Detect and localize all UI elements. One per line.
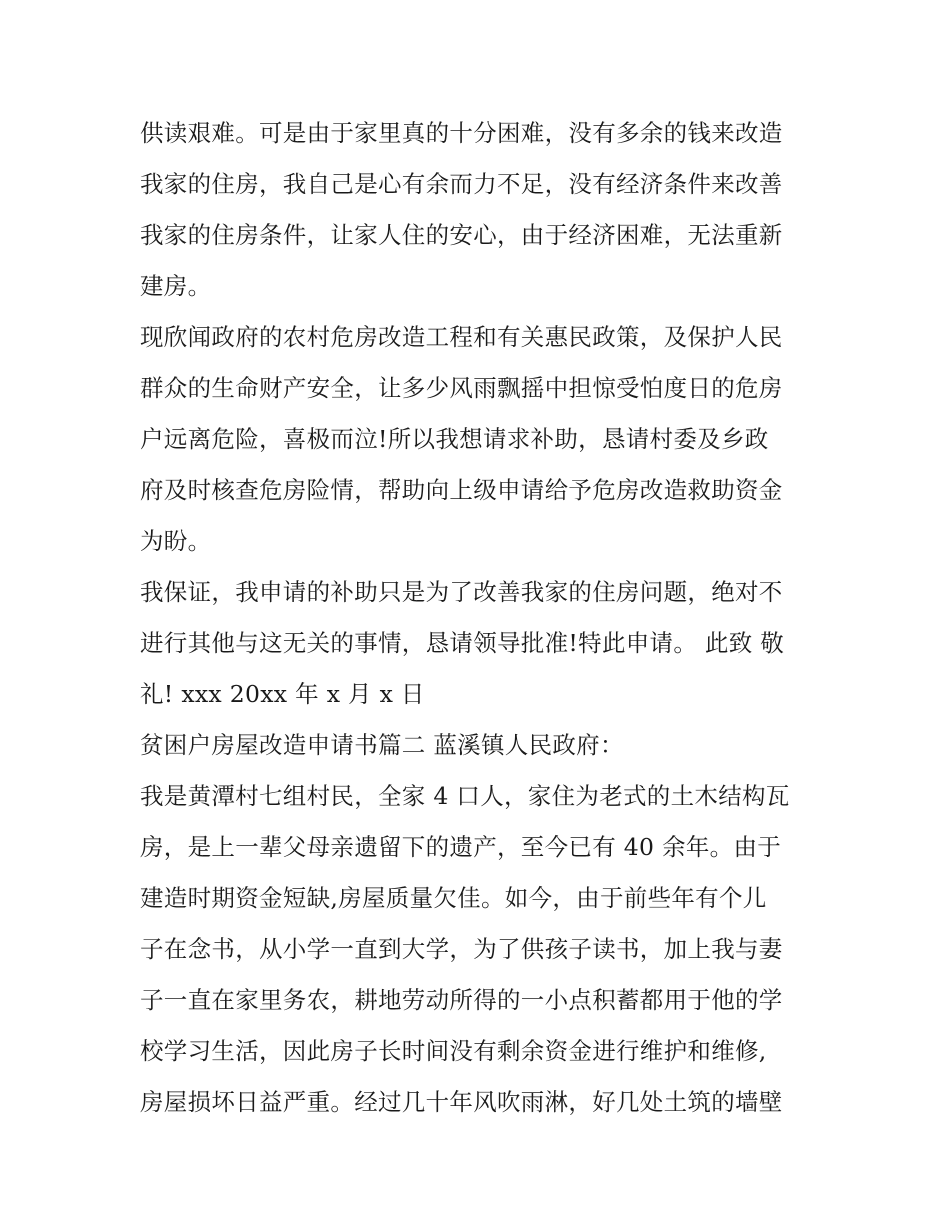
text-line: 房屋损坏日益严重。经过几十年风吹雨淋，好几处土筑的墙壁	[140, 1088, 783, 1116]
text-line: 礼! xxx 20xx 年 x 月 x 日	[140, 680, 425, 708]
text-line: 为盼。	[140, 527, 212, 555]
text-line: 现欣闻政府的农村危房改造工程和有关惠民政策，及保护人民	[140, 323, 783, 351]
text-line: 我家的住房，我自己是心有余而力不足，没有经济条件来改善	[140, 170, 783, 198]
text-line: 我家的住房条件，让家人住的安心，由于经济困难，无法重新	[140, 221, 783, 249]
text-line: 进行其他与这无关的事情，恳请领导批准!特此申请。 此致 敬	[140, 629, 785, 657]
text-line: 子在念书，从小学一直到大学，为了供孩子读书，加上我与妻	[140, 935, 783, 963]
text-line: 我是黄潭村七组村民，全家 4 口人，家住为老式的土木结构瓦	[140, 782, 790, 810]
text-line: 房，是上一辈父母亲遗留下的遗产，至今已有 40 余年。由于	[140, 833, 782, 861]
text-line: 建造时期资金短缺,房屋质量欠佳。如今，由于前些年有个儿	[140, 884, 767, 912]
text-line: 校学习生活，因此房子长时间没有剩余资金进行维护和维修,	[140, 1037, 767, 1065]
text-line: 建房。	[140, 272, 212, 300]
text-line: 户远离危险，喜极而泣!所以我想请求补助，恳请村委及乡政	[140, 425, 769, 453]
document-body	[140, 108, 820, 1128]
text-line: 子一直在家里务农，耕地劳动所得的一小点积蓄都用于他的学	[140, 986, 783, 1014]
text-line: 府及时核查危房险情，帮助向上级申请给予危房改造救助资金	[140, 476, 783, 504]
text-line: 群众的生命财产安全，让多少风雨飘摇中担惊受怕度日的危房	[140, 374, 783, 402]
text-line: 我保证，我申请的补助只是为了改善我家的住房问题，绝对不	[140, 578, 783, 606]
section-heading-line: 贫困户房屋改造申请书篇二 蓝溪镇人民政府：	[140, 731, 624, 759]
text-line: 供读艰难。可是由于家里真的十分困难，没有多余的钱来改造	[140, 119, 783, 147]
